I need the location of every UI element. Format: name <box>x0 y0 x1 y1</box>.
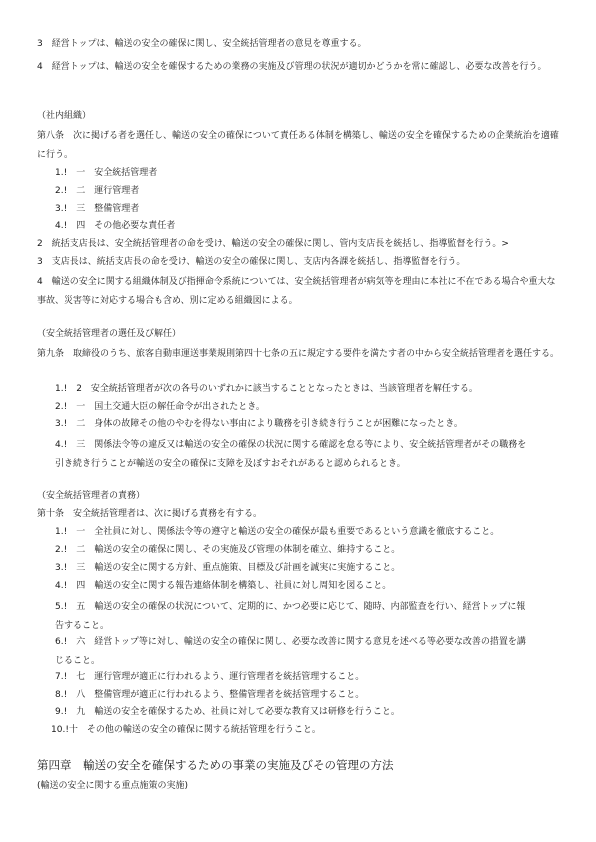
paragraph-art7-4: 4 経営トップは、輸送の安全を確保するための業務の実施及び管理の状況が適切かどうかを常に確認し、必要な改善を行う。 <box>37 62 547 72</box>
article-8-paragraph-2: 2 統括支店長は、安全統括管理者の命を受け、輸送の安全の確保に関し、管内支店長を統括し、指導監督を行う。> <box>37 239 509 249</box>
list-item: 1.! 一 全社員に対し、関係法令等の遵守と輸送の安全の確保が最も重要であるという意識を徹底すること。 <box>55 527 500 537</box>
list-item: 1.! 2 安全統括管理者が次の各号のいずれかに該当することとなったときは、当該管理者を解任する。 <box>55 384 478 394</box>
list-item: 3.! 三 輸送の安全に関する方針、重点施策、目標及び計画を誠実に実施すること。 <box>55 563 401 573</box>
list-item: 2.! 二 輸送の安全の確保に関し、その実施及び管理の体制を確立、維持すること。 <box>55 545 401 555</box>
list-item: 9.! 九 輸送の安全を確保するため、社員に対して必要な教育又は研修を行うこと。 <box>55 707 400 717</box>
paragraph-art7-3: 3 経営トップは、輸送の安全の確保に関し、安全統括管理者の意見を尊重する。 <box>37 39 367 49</box>
list-item: 10.!十 その他の輸送の安全の確保に関する統括管理を行うこと。 <box>51 725 321 735</box>
article-8-caption: （社内組織） <box>37 111 92 121</box>
article-8-paragraph-3: 3 支店長は、統括支店長の命を受け、輸送の安全の確保に関し、支店内各課を統括し、指導監督を行う。 <box>37 257 466 267</box>
list-item: 4.! 四 輸送の安全に関する報告連絡体制を構築し、社員に対し周知を図ること。 <box>55 581 392 591</box>
article-10-lead: 第十条 安全統括管理者は、次に掲げる責務を有する。 <box>37 509 263 519</box>
list-item: 3.! 三 整備管理者 <box>55 204 140 214</box>
list-item: 2.! 一 国土交通大臣の解任命令が出されたとき。 <box>55 402 265 412</box>
article-10-caption: （安全統括管理者の責務） <box>37 491 146 501</box>
chapter-4-title: 第四章 輸送の安全を確保するための事業の実施及びその管理の方法 <box>37 758 394 772</box>
list-item: 8.! 八 整備管理が適正に行われるよう、整備管理者を統括管理すること。 <box>55 690 365 700</box>
article-8-lead: 第八条 次に掲げる者を選任し、輸送の安全の確保について責任ある体制を構築し、輸送の安全を確保するための企業統治を適確に行う。 <box>37 131 559 160</box>
article-9-lead: 第九条 取締役のうち、旅客自動車運送事業規則第四十七条の五に規定する要件を満たす者の中から安全統括管理者を選任する。 <box>37 349 560 359</box>
article-8-paragraph-4: 4 輸送の安全に関する組織体制及び指揮命令系統については、安全統括管理者が病気等を理由に本社に不在である場合や重大な事故、災害等に対応する場合も含め、別に定める組織図による。 <box>37 277 556 306</box>
list-item: 2.! 二 運行管理者 <box>55 186 140 196</box>
list-item: 3.! 二 身体の故障その他のやむを得ない事由により職務を引き続き行うことが困難になったとき。 <box>55 419 463 429</box>
list-item: 4.! 三 関係法令等の違反又は輸送の安全の確保の状況に関する確認を怠る等により、安全統括管理者がその職務を引き続き行うことが輸送の安全の確保に支障を及ぼすおそれがあると認められるとき。 <box>55 440 527 469</box>
list-item: 7.! 七 運行管理が適正に行われるよう、運行管理者を統括管理すること。 <box>55 672 365 682</box>
chapter-4-subtitle: (輸送の安全に関する重点施策の実施) <box>37 781 189 791</box>
article-9-caption: （安全統括管理者の選任及び解任） <box>37 329 182 339</box>
list-item: 1.! 一 安全統括管理者 <box>55 168 158 178</box>
list-item: 6.! 六 経営トップ等に対し、輸送の安全の確保に関し、必要な改善に関する意見を述べる等必要な改善の措置を講じること。 <box>55 637 526 666</box>
list-item: 5.! 五 輸送の安全の確保の状況について、定期的に、かつ必要に応じて、随時、内部監査を行い、経営トップに報告すること。 <box>55 602 526 631</box>
list-item: 4.! 四 その他必要な責任者 <box>55 221 176 231</box>
